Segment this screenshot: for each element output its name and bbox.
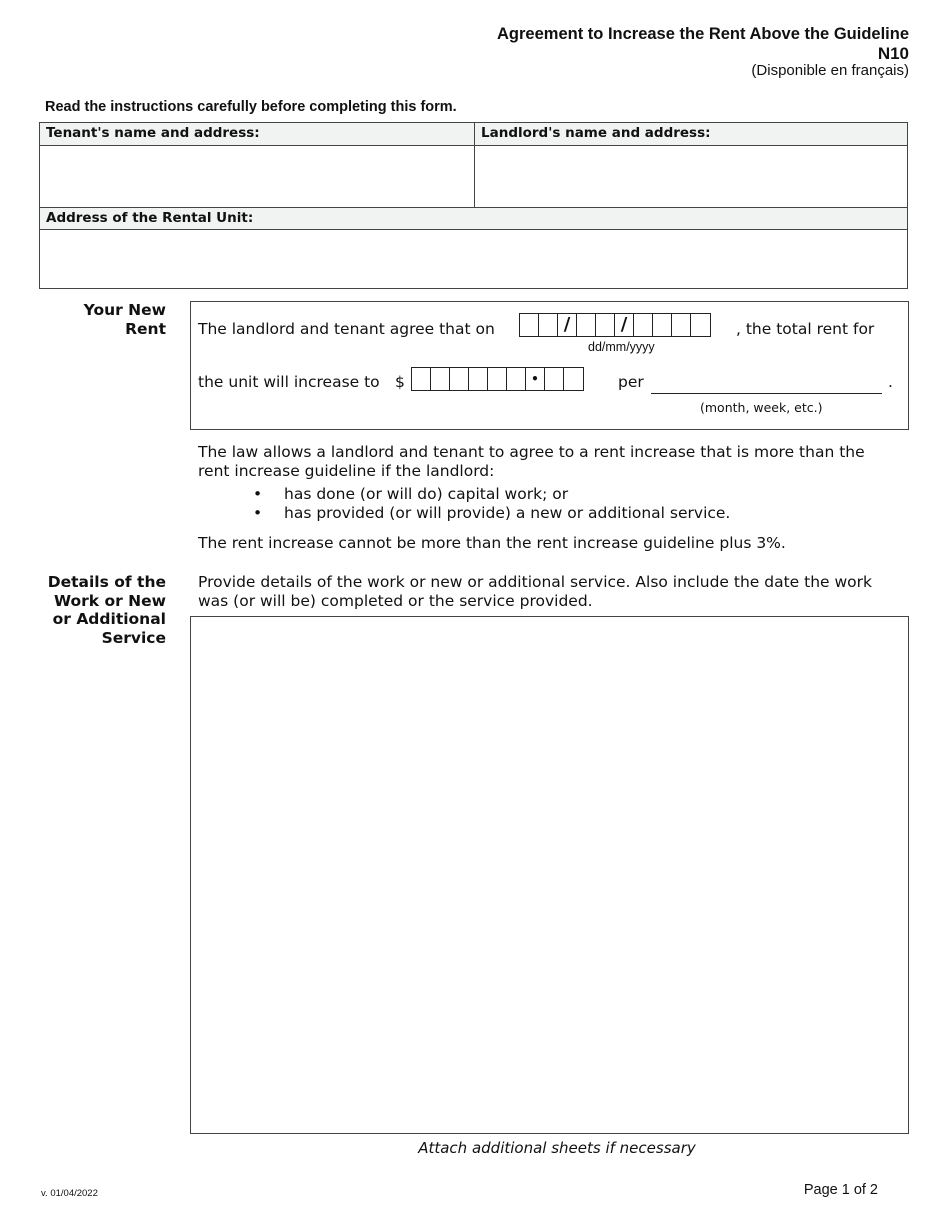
amount-digit-box[interactable] — [450, 368, 469, 390]
date-digit-box[interactable] — [691, 314, 710, 336]
date-digit-box[interactable] — [520, 314, 539, 336]
rent-limit-paragraph: The rent increase cannot be more than the rent increase guideline plus 3%. — [198, 534, 786, 552]
form-code: N10 — [877, 44, 909, 63]
page-number: Page 1 of 2 — [803, 1182, 878, 1198]
date-digit-box[interactable] — [634, 314, 653, 336]
date-format-hint: dd/mm/yyyy — [588, 340, 655, 354]
amount-digit-box[interactable] — [545, 368, 564, 390]
effective-date-field[interactable] — [519, 313, 711, 337]
instructions-note: Read the instructions carefully before completing this form. — [45, 99, 457, 115]
your-new-rent-heading: Your New Rent — [83, 301, 166, 338]
version-label: v. 01/04/2022 — [41, 1188, 98, 1199]
rental-unit-address-field[interactable] — [40, 230, 907, 288]
agreement-date-text: The landlord and tenant agree that on — [198, 320, 495, 338]
rent-period-hint: (month, week, etc.) — [700, 400, 823, 415]
date-separator: / — [615, 314, 634, 336]
tenant-name-address-field[interactable] — [40, 146, 474, 207]
date-digit-box[interactable] — [653, 314, 672, 336]
landlord-name-address-field[interactable] — [475, 146, 907, 207]
amount-digit-box[interactable] — [564, 368, 583, 390]
landlord-label: Landlord's name and address: — [475, 123, 907, 145]
details-instruction: Provide details of the work or new or additional service. Also include the date the work was (or will be) completed or the service provided. — [198, 573, 873, 610]
period-end-mark: . — [888, 373, 893, 391]
date-digit-box[interactable] — [539, 314, 558, 336]
amount-digit-box[interactable] — [469, 368, 488, 390]
details-text-area[interactable] — [190, 616, 909, 1134]
date-digit-box[interactable] — [577, 314, 596, 336]
rent-period-field[interactable] — [651, 393, 882, 394]
per-text: per — [618, 373, 644, 391]
date-digit-box[interactable] — [672, 314, 691, 336]
rental-unit-label: Address of the Rental Unit: — [40, 208, 907, 229]
list-item: • has provided (or will provide) a new or additional service. — [243, 504, 730, 523]
details-heading: Details of the Work or New or Additional Service — [47, 573, 166, 647]
total-rent-text: , the total rent for — [736, 320, 875, 338]
date-digit-box[interactable] — [596, 314, 615, 336]
rent-increase-text: the unit will increase to — [198, 373, 380, 391]
decimal-point: • — [526, 368, 545, 390]
amount-digit-box[interactable] — [488, 368, 507, 390]
parties-table — [39, 122, 908, 289]
amount-digit-box[interactable] — [431, 368, 450, 390]
law-intro-paragraph: The law allows a landlord and tenant to agree to a rent increase that is more than the rent increase guideline if the landlord: — [198, 443, 865, 480]
form-title: Agreement to Increase the Rent Above the Guideline — [497, 25, 909, 43]
date-separator: / — [558, 314, 577, 336]
new-rent-box — [190, 301, 909, 430]
law-conditions-list — [243, 485, 730, 522]
currency-symbol: $ — [395, 373, 405, 391]
french-availability-note: (Disponible en français) — [751, 62, 909, 79]
attach-sheets-note: Attach additional sheets if necessary — [418, 1139, 696, 1157]
list-item: • has done (or will do) capital work; or — [243, 485, 730, 504]
amount-digit-box[interactable] — [507, 368, 526, 390]
amount-digit-box[interactable] — [412, 368, 431, 390]
tenant-label: Tenant's name and address: — [40, 123, 474, 145]
new-rent-amount-field[interactable] — [411, 367, 584, 391]
